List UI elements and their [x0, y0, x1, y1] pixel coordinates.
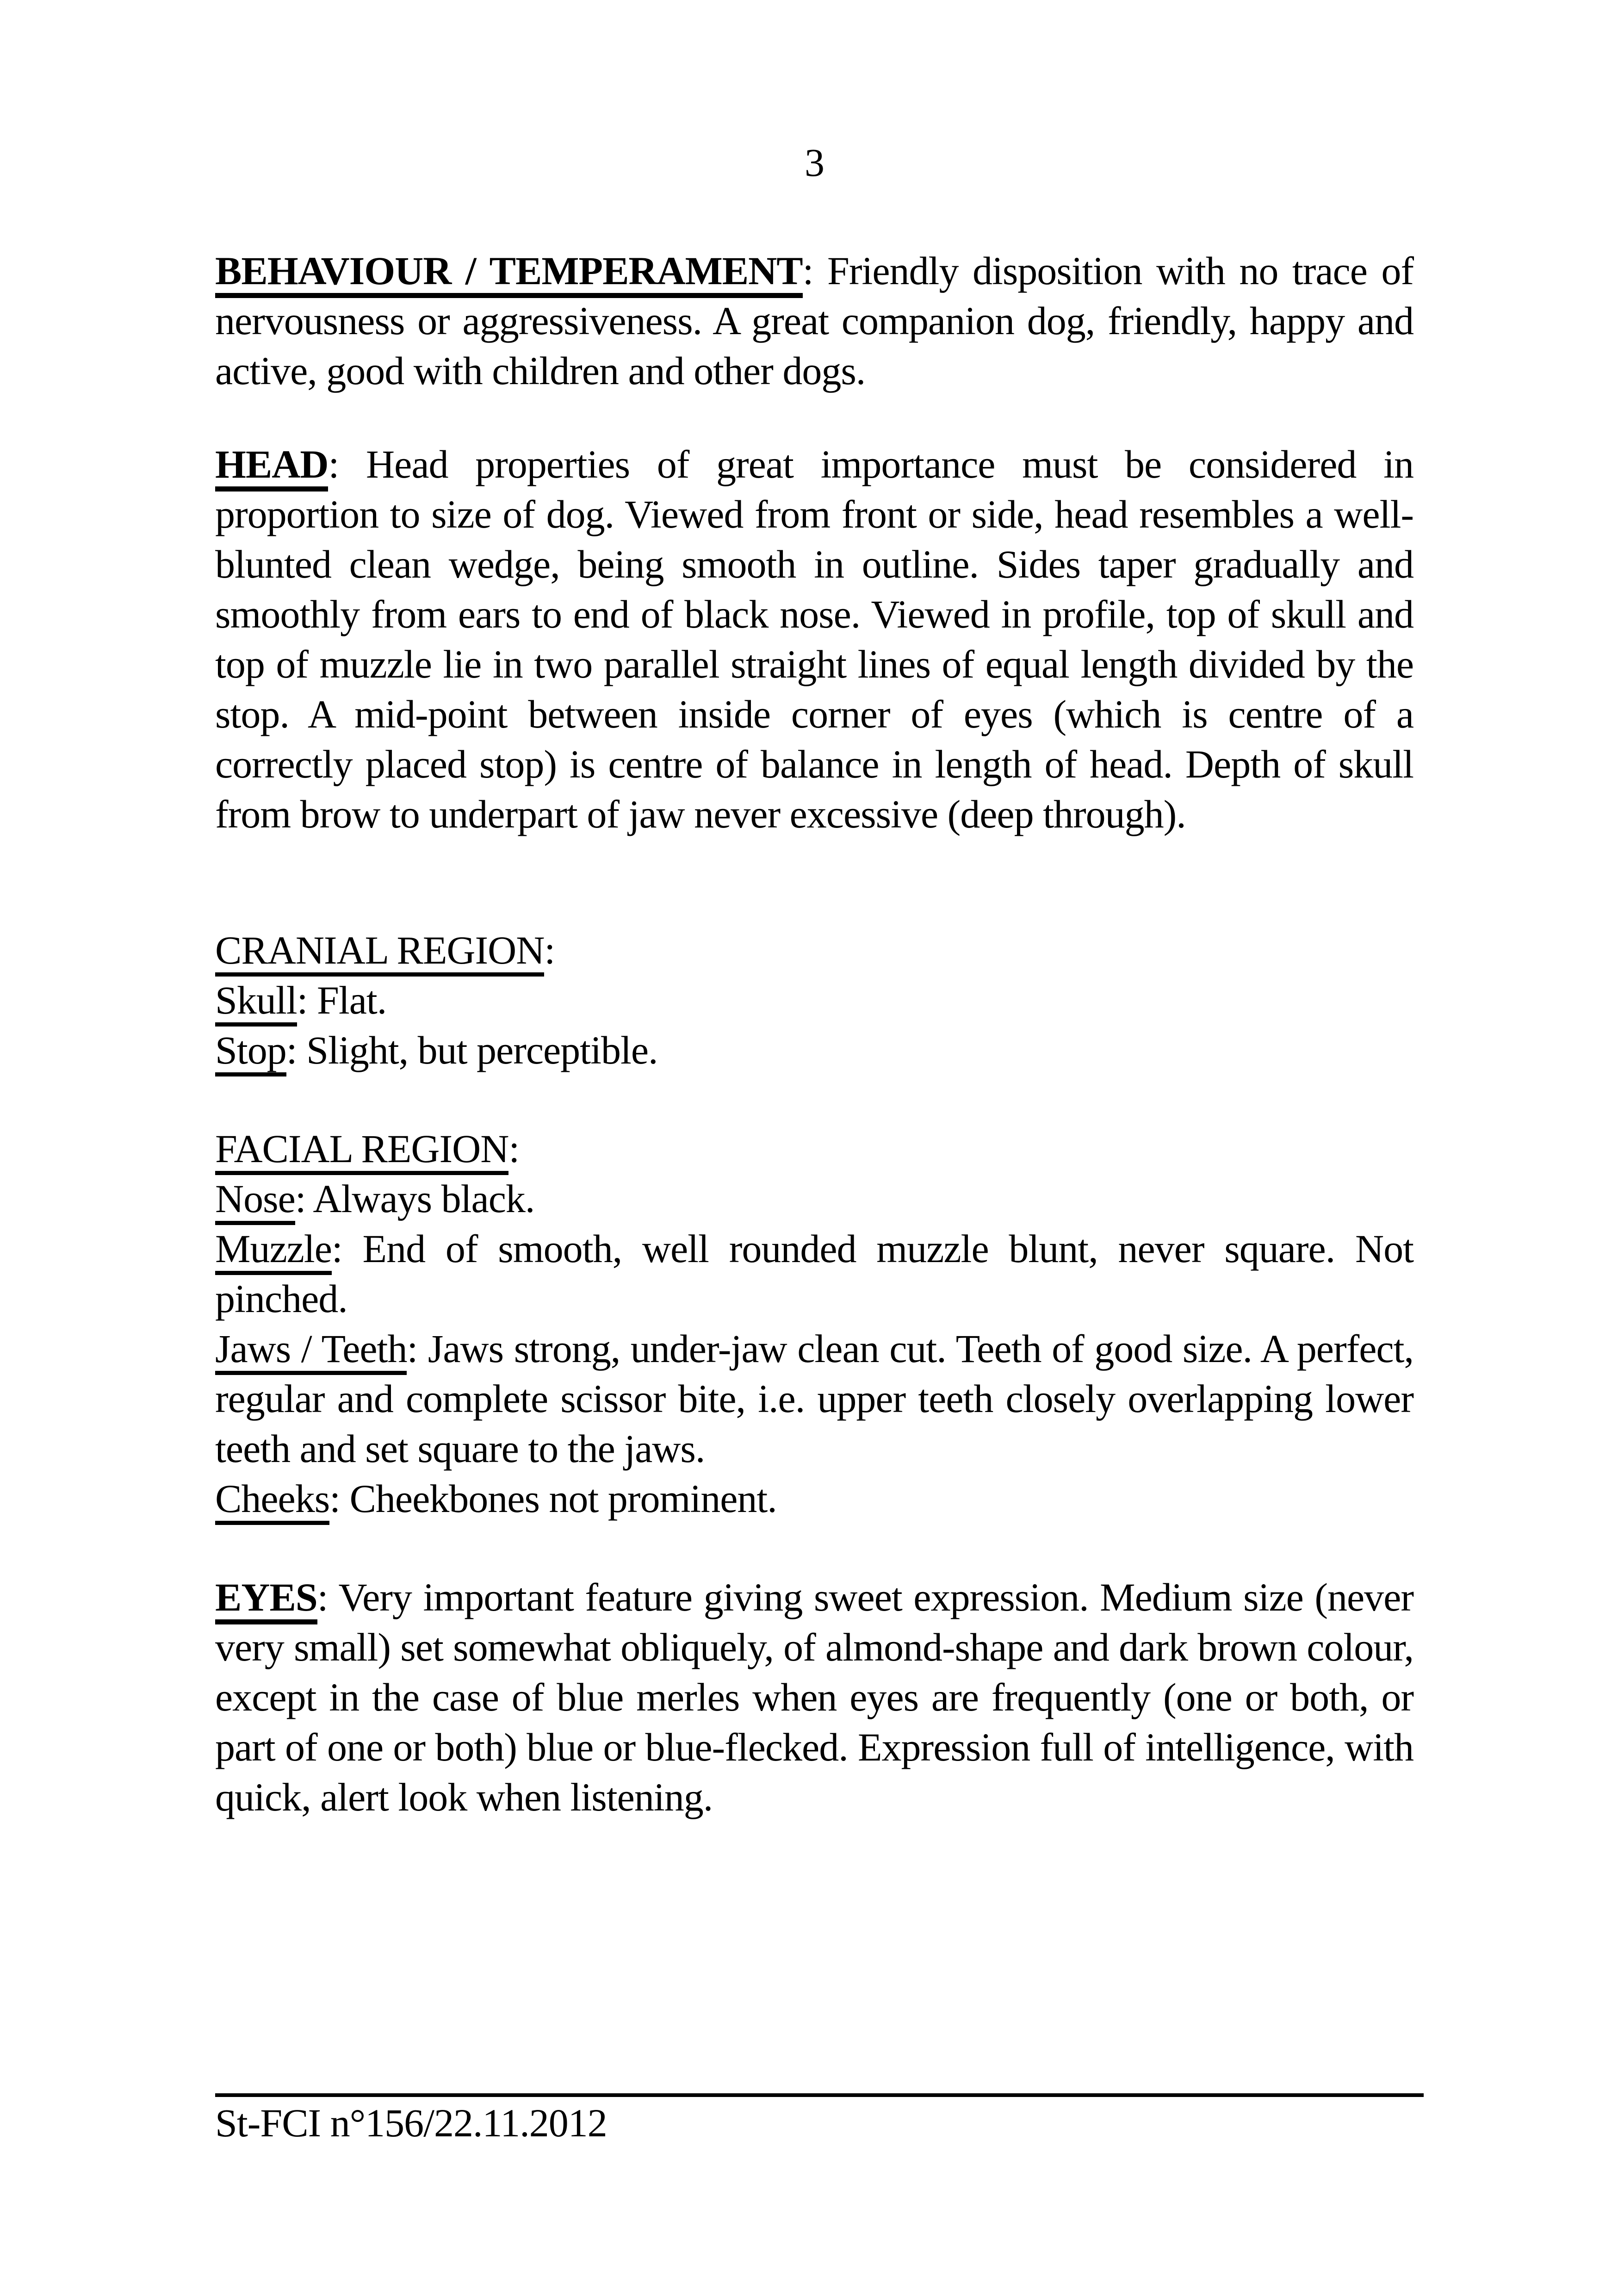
heading-muzzle: Muzzle [215, 1226, 332, 1275]
section-eyes [215, 1572, 1413, 1822]
page-footer [215, 2098, 1424, 2148]
jaws-teeth-paragraph [215, 1324, 1413, 1474]
head-body-text: : Head properties of great importance must be considered in proportion to size of dog. Viewed from front or side, head resembles a well-blunted clean wedge, being smooth in outline. Sides taper gradually and smoothly from ears to end of black nose. Viewed in profile, top of skull and top of muzzle lie in two parallel straight lines of equal length divided by the stop. A mid-point between inside corner of eyes (which is centre of a correctly placed stop) is centre of balance in length of head. Depth of skull from brow to underpart of jaw never excessive (deep through). [215, 442, 1413, 836]
section-facial-region [215, 1124, 1413, 1524]
cranial-region-title [215, 925, 1413, 975]
heading-cheeks: Cheeks [215, 1476, 329, 1525]
heading-facial-region: FACIAL REGION [215, 1126, 508, 1175]
eyes-paragraph [215, 1572, 1413, 1822]
section-behaviour-temperament [215, 246, 1413, 396]
cranial-region-colon: : [544, 928, 555, 972]
footer-rule [215, 2093, 1424, 2097]
muzzle-body-text: : End of smooth, well rounded muzzle blunt, never square. Not pinched. [215, 1226, 1413, 1321]
behaviour-body-text: : Friendly disposition with no trace of nervousness or aggressiveness. A great companion dog, friendly, happy and active, good with children and other dogs. [215, 249, 1413, 393]
muzzle-paragraph [215, 1224, 1413, 1324]
heading-eyes: EYES [215, 1575, 317, 1624]
heading-stop: Stop [215, 1028, 286, 1076]
skull-line [215, 975, 1413, 1025]
heading-skull: Skull [215, 978, 297, 1027]
heading-nose: Nose [215, 1176, 295, 1225]
nose-body-text: : Always black. [295, 1176, 535, 1221]
heading-jaws-teeth: Jaws / Teeth [215, 1326, 407, 1375]
page-number: 3 [805, 140, 824, 185]
heading-cranial-region: CRANIAL REGION [215, 928, 544, 977]
stop-line [215, 1025, 1413, 1075]
skull-body-text: : Flat. [297, 978, 387, 1022]
footer-reference: St-FCI n°156/22.11.2012 [215, 2101, 607, 2145]
nose-line [215, 1174, 1413, 1224]
head-paragraph [215, 439, 1413, 839]
section-cranial-region [215, 925, 1413, 1075]
behaviour-paragraph [215, 246, 1413, 396]
facial-region-title [215, 1124, 1413, 1174]
stop-body-text: : Slight, but perceptible. [286, 1028, 658, 1072]
page-header [215, 137, 1413, 187]
eyes-body-text: : Very important feature giving sweet expression. Medium size (never very small) set somewhat obliquely, of almond-shape and dark brown colour, except in the case of blue merles when eyes are frequently (one or both, or part of one or both) blue or blue-flecked. Expression full of intelligence, with quick, alert look when listening. [215, 1575, 1413, 1819]
cheeks-line [215, 1474, 1413, 1524]
heading-head: HEAD [215, 442, 328, 492]
jaws-teeth-body-text: : Jaws strong, under-jaw clean cut. Teeth of good size. A perfect, regular and complete scissor bite, i.e. upper teeth closely overlapping lower teeth and set square to the jaws. [215, 1326, 1413, 1471]
facial-region-colon: : [508, 1126, 520, 1171]
section-head [215, 439, 1413, 839]
cheeks-body-text: : Cheekbones not prominent. [329, 1476, 777, 1521]
heading-behaviour-temperament: BEHAVIOUR / TEMPERAMENT [215, 249, 803, 298]
